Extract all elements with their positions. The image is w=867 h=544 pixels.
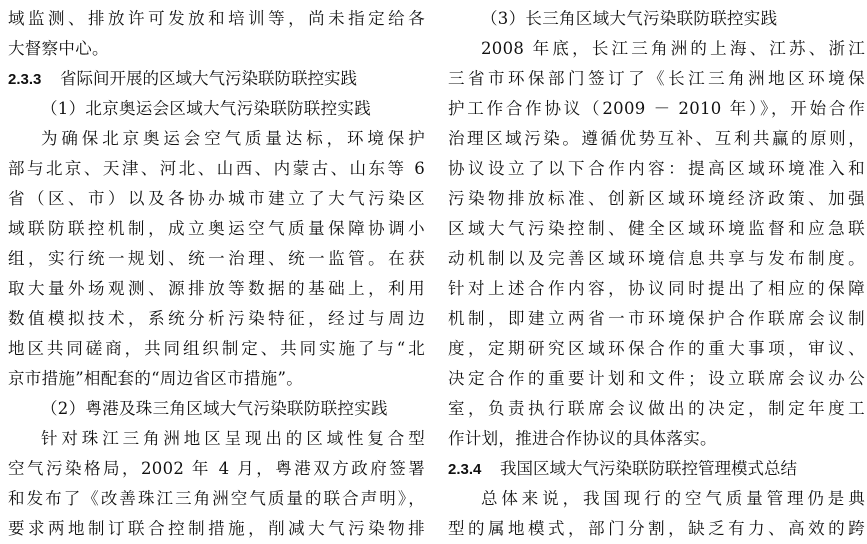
text-line: 要求两地制订联合控制措施，削减大气污染物排 [8, 519, 425, 538]
text-line: 数值模拟技术，系统分析污染特征，经过与周边 [8, 309, 425, 328]
text-line: 省（区、市）以及各协办城市建立了大气污染区 [8, 189, 425, 208]
text-line: 取大量外场观测、源排放等数据的基础上，利用 [8, 279, 425, 298]
text-line: 京市措施”相配套的“周边省区市措施”。 [8, 369, 304, 388]
text-line: 2008 年底，长江三角洲的上海、江苏、浙江 [481, 39, 865, 58]
section-title: 省际间开展的区域大气污染联防联控实践 [60, 69, 357, 88]
text-line: 动机制以及完善区域环境信息共享与发布制度。 [448, 249, 865, 268]
text-line: 域联防联控机制，成立奥运空气质量保障协调小 [8, 219, 425, 238]
text-line: 治理区域污染。遵循优势互补、互利共赢的原则， [448, 129, 865, 148]
section-number: 2.3.4 [448, 461, 482, 478]
text-line: 空气污染格局，2002 年 4 月，粤港双方政府签署 [8, 459, 425, 478]
text-line: 针对上述合作内容，协议同时提出了相应的保障 [448, 279, 865, 298]
subsection-title: （1）北京奥运会区域大气污染联防联控实践 [41, 99, 371, 118]
text-line: 决定合作的重要计划和文件；设立联席会议办公 [448, 369, 865, 388]
text-line: 组，实行统一规划、统一治理、统一监管。在获 [8, 249, 425, 268]
text-line: 域监测、排放许可发放和培训等，尚未指定给各 [8, 9, 425, 28]
text-line: 区域大气污染控制、健全区域环境监督和应急联 [448, 219, 865, 238]
subsection-title: （3）长三角区域大气污染联防联控实践 [481, 9, 778, 28]
text-line: 护工作合作协议（2009 － 2010 年）》，开始合作 [448, 99, 865, 118]
subsection-title: （2）粤港及珠三角区域大气污染联防联控实践 [41, 399, 388, 418]
text-line: 部与北京、天津、河北、山西、内蒙古、山东等 6 [8, 159, 425, 178]
section-heading-2-3-3 [8, 64, 357, 94]
text-line: 大督察中心。 [8, 39, 109, 58]
text-line: 室，负责执行联席会议做出的决定，制定年度工 [448, 399, 865, 418]
text-line: 污染物排放标准、创新区域环境经济政策、加强 [448, 189, 865, 208]
text-line: 总体来说，我国现行的空气质量管理仍是典 [481, 489, 865, 508]
section-heading-2-3-4 [448, 454, 797, 484]
text-line: 度，定期研究区域环保合作的重大事项，审议、 [448, 339, 865, 358]
text-line: 三省市环保部门签订了《长江三角洲地区环境保 [448, 69, 865, 88]
text-line: 协议设立了以下合作内容：提高区域环境准入和 [448, 159, 865, 178]
text-line: 和发布了《改善珠江三角洲空气质量的联合声明》， [8, 489, 425, 508]
text-line: 地区共同磋商，共同组织制定、共同实施了与“北 [8, 339, 425, 358]
text-line: 作计划，推进合作协议的具体落实。 [448, 429, 717, 448]
section-number: 2.3.3 [8, 71, 42, 88]
text-line: 为确保北京奥运会空气质量达标，环境保护 [41, 129, 425, 148]
section-title: 我国区域大气污染联防联控管理模式总结 [500, 459, 797, 478]
text-line: 型的属地模式，部门分割，缺乏有力、高效的跨 [448, 519, 865, 538]
text-line: 针对珠江三角洲地区呈现出的区域性复合型 [41, 429, 425, 448]
text-line: 机制，即建立两省一市环境保护合作联席会议制 [448, 309, 865, 328]
